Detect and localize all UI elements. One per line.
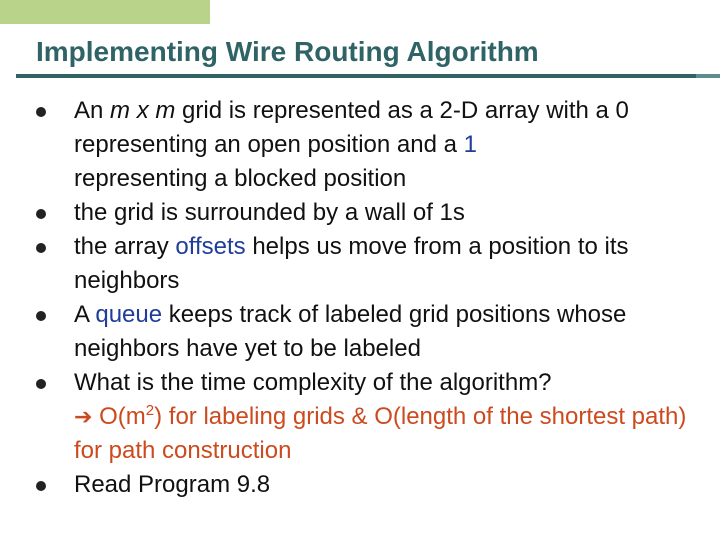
bullet-item: An m x m grid is represented as a 2-D array with a 0 representing an open position and a 1 representing a blocked position (36, 94, 706, 196)
bullet-list (36, 94, 706, 502)
bullet-item (36, 366, 706, 468)
queue-term: queue (95, 301, 163, 328)
bullet-item: A queue keeps track of labeled grid positions whose neighbors have yet to be labeled (36, 298, 706, 366)
bullet-icon (36, 481, 46, 491)
bullet-item: the array offsets helps us move from a position to its neighbors (36, 230, 706, 298)
offsets-term: offsets (175, 233, 246, 260)
arrow-right-icon: ➔ (74, 404, 93, 429)
bullet-icon (36, 209, 46, 219)
question-text: What is the time complexity of the algorithm? (74, 369, 552, 396)
corner-accent (0, 0, 210, 24)
bullet-icon (36, 311, 46, 321)
title-underline-tip (696, 74, 720, 78)
grid-size-text: m x m (110, 97, 176, 124)
answer-text: ➔ $O(m^2)$ for labeling grids & O(length of the shortest path) for path construction (74, 402, 687, 464)
bullet-icon (36, 243, 46, 253)
slide-title: Implementing Wire Routing Algorithm (36, 36, 539, 67)
blocked-value: 1 (463, 131, 477, 158)
bullet-item: the grid is surrounded by a wall of 1s (36, 196, 706, 230)
bullet-item: Read Program 9.8 (36, 468, 706, 502)
bullet-icon (36, 107, 46, 117)
bullet-icon (36, 379, 46, 389)
title-underline (16, 74, 696, 78)
